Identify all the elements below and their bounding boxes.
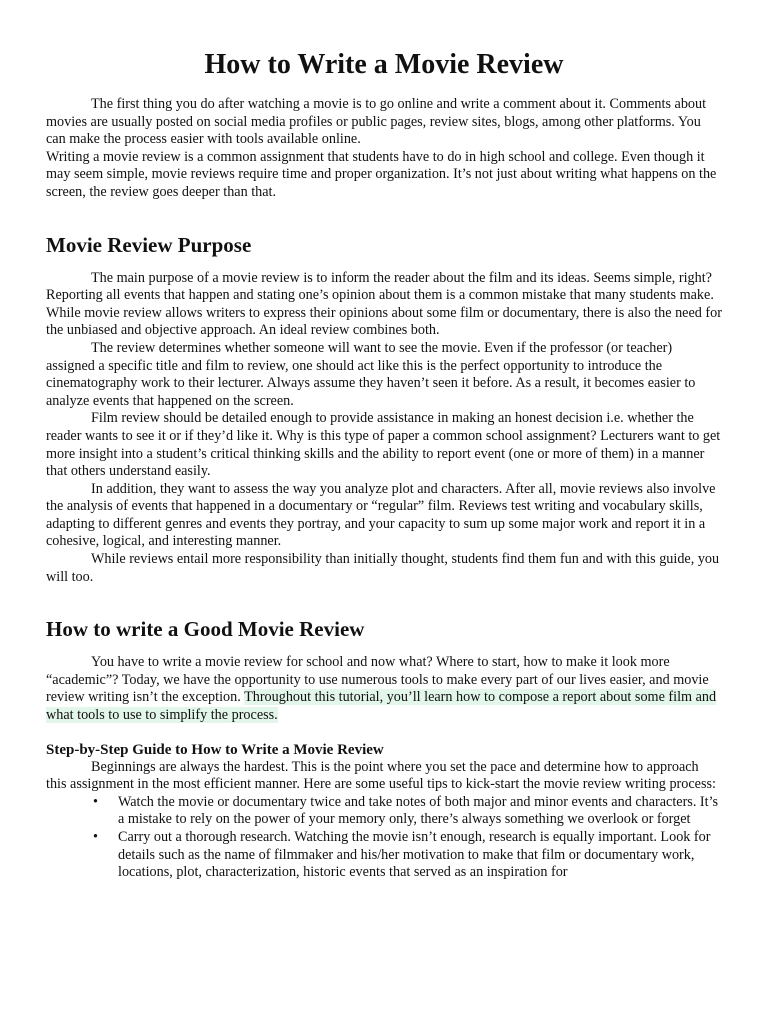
section-spacer [46, 586, 722, 616]
list-item-text: Carry out a thorough research. Watching the movie isn’t enough, research is equally important. Look for details such as the name of filmmaker and his/her motivation to make that film or documentary work, locations, plot, characterization, historic events that served as an inspiration for [118, 829, 711, 881]
intro-paragraph-2: Writing a movie review is a common assignment that students have to do in high school and college. Even though it may seem simple, movie reviews require time and proper organization. It’s not just about writing what happens on the screen, the review goes deeper than that. [46, 148, 717, 200]
good-review-text: You have to write a movie review for school and now what? Where to start, how to make it look more “academic”? Today, we have the opportunity to use numerous tools to make every part of our lives easier, and movie review writing isn’t the exception. [46, 654, 709, 706]
purpose-paragraph-5: While reviews entail more responsibility than initially thought, students find them fun and with this guide, you will too. [46, 551, 720, 585]
purpose-paragraph-4: In addition, they want to assess the way you analyze plot and characters. After all, movie reviews also involve the analysis of events that happened in a documentary or “regular” film. Reviews test writing and vocabulary skills, adapting to different genres and events they portray, and your capacity to sum up some major work and report it in a cohesive, logical, and interesting manner. [46, 480, 716, 550]
purpose-paragraph-3: Film review should be detailed enough to provide assistance in making an honest decision i.e. whether the reader wants to see it or if they’d like it. Why is this type of paper a common school assignment? Lecturers want to get more insight into a student’s critical thinking skills and the ability to report event (one or more of them) in a manner that others understand easily. [46, 410, 721, 480]
bullet-icon: • [93, 793, 98, 810]
section-heading-guide: Step-by-Step Guide to How to Write a Movie Review [46, 741, 384, 758]
section-spacer [46, 725, 722, 741]
section-heading-good-review: How to write a Good Movie Review [46, 617, 365, 642]
list-item [93, 793, 722, 829]
tips-list [46, 794, 722, 882]
list-item-text: Watch the movie or documentary twice and take notes of both major and minor events and characters. It’s a mistake to rely on the power of your memory only, there’s always something we overlook or forget [118, 793, 719, 828]
highlighted-text: Throughout this tutorial, you’ll learn how to compose a report about some film and what tools to use to simplify the process. [46, 689, 717, 724]
guide-paragraph: Beginnings are always the hardest. This is the point where you set the pace and determine how to approach this assignment in the most efficient manner. Here are some useful tips to kick-start the movie review writing process: [46, 758, 716, 793]
good-review-paragraph [46, 654, 722, 724]
section-spacer [46, 202, 722, 232]
purpose-paragraph-2: The review determines whether someone will want to see the movie. Even if the professor (or teacher) assigned a specific title and film to review, one should act like this is the perfect opportunity to introduce the cinematography work to their lecturer. Always assume they haven’t seen it before. As a result, it becomes easier to analyze events that happened on the screen. [46, 339, 696, 409]
document-title: How to Write a Movie Review [204, 49, 564, 80]
intro-paragraph-1: The first thing you do after watching a movie is to go online and write a comment about it. Comments about movies are usually posted on social media profiles or public pages, review sites, blogs, among other platforms. You can make the process easier with tools available online. [46, 96, 707, 148]
section-heading-purpose: Movie Review Purpose [46, 232, 252, 257]
purpose-paragraph-1: The main purpose of a movie review is to inform the reader about the film and its ideas. Seems simple, right? Reporting all events that happen and stating one’s opinion about them is a common mistake that many students make. While movie review allows writers to express their opinions about some film or documentary, there is also the need for the unbiased and objective approach. An ideal review combines both. [46, 269, 722, 339]
bullet-icon: • [93, 829, 98, 845]
list-item [93, 829, 722, 882]
